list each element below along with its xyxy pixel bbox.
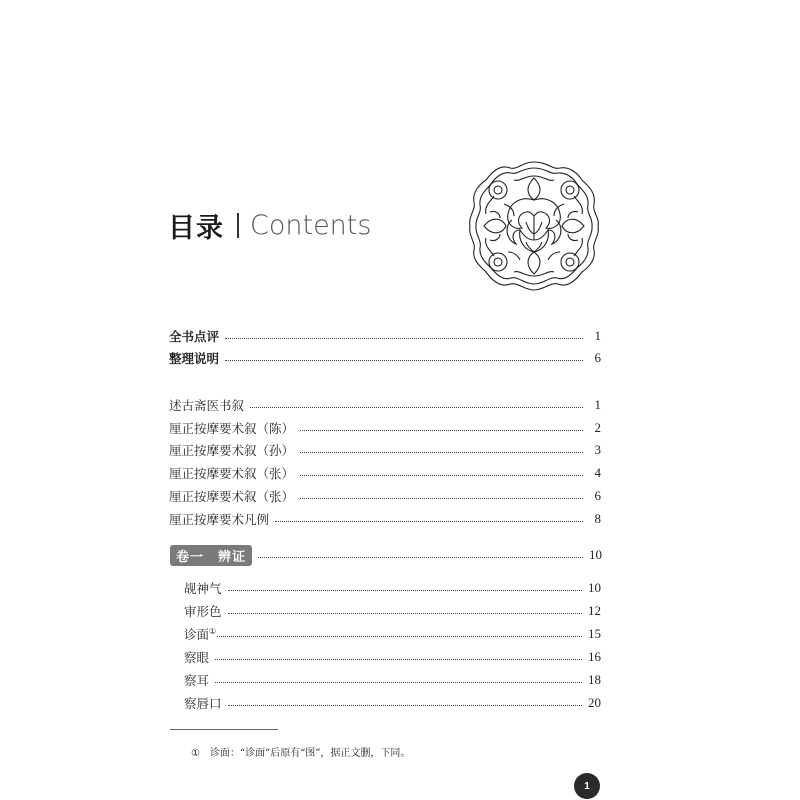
toc-entry-page: 1 (594, 397, 601, 412)
toc-entry-page: 18 (588, 672, 601, 687)
toc-entry-title: 厘正按摩要术叙（孙） (169, 443, 295, 458)
toc-entry-page: 3 (594, 442, 601, 457)
toc-entry-page: 8 (594, 511, 601, 526)
toc-entry-title: 厘正按摩要术叙（张） (169, 489, 295, 504)
toc-leader-dots (250, 407, 583, 408)
title-english: Contents (250, 210, 372, 241)
toc-entry-front-2[interactable] (169, 349, 601, 367)
title-divider (237, 213, 239, 238)
toc-entry-section-6[interactable] (184, 694, 601, 712)
toc-leader-dots (225, 360, 583, 361)
toc-entry-page: 20 (588, 695, 601, 710)
toc-entry-title: 察眼 (184, 650, 210, 665)
toc-leader-dots (300, 452, 583, 453)
toc-entry-section-4[interactable] (184, 648, 601, 666)
toc-entry-title: 审形色 (184, 604, 222, 619)
toc-entry-front-1[interactable] (169, 327, 601, 345)
toc-entry-preface-2[interactable] (169, 419, 601, 437)
toc-entry-preface-3[interactable] (169, 441, 601, 459)
page-number-badge: 1 (576, 775, 598, 797)
toc-entry-section-2[interactable] (184, 602, 601, 620)
toc-leader-dots (300, 475, 583, 476)
toc-entry-page: 12 (588, 603, 601, 618)
floral-medallion-icon (464, 156, 604, 296)
toc-entry-page: 1 (594, 328, 601, 343)
footnote-divider (170, 729, 278, 730)
toc-leader-dots (275, 521, 583, 522)
toc-leader-dots (228, 590, 582, 591)
toc-leader-dots (228, 613, 582, 614)
toc-leader-dots (300, 430, 583, 431)
toc-leader-dots (228, 705, 582, 706)
toc-entry-page: 6 (594, 488, 601, 503)
toc-leader-dots (300, 498, 583, 499)
footnote-number: ① (191, 748, 200, 759)
toc-entry-page: 10 (589, 547, 602, 562)
toc-entry-title-text: 诊面 (184, 627, 210, 642)
toc-entry-title: 厘正按摩要术凡例 (169, 512, 270, 527)
toc-entry-preface-1[interactable] (169, 396, 601, 414)
toc-entry-preface-4[interactable] (169, 464, 601, 482)
toc-entry-page: 4 (594, 465, 601, 480)
toc-entry-title: 全书点评 (169, 329, 220, 344)
toc-entry-section-5[interactable] (184, 671, 601, 689)
page-title (168, 206, 371, 245)
footnote-marker[interactable]: ① (209, 626, 217, 636)
toc-leader-dots (225, 338, 583, 339)
toc-entry-title: 察耳 (184, 673, 210, 688)
toc-entry-page: 16 (588, 649, 601, 664)
toc-entry-preface-6[interactable] (169, 510, 601, 528)
toc-entry-title: 厘正按摩要术叙（张） (169, 466, 295, 481)
toc-entry-title: 整理说明 (169, 351, 220, 366)
toc-entry-page: 10 (588, 580, 601, 595)
toc-leader-dots (215, 682, 582, 683)
volume-badge: 卷一 辨证 (170, 545, 252, 566)
toc-entry-title (184, 625, 216, 643)
title-chinese: 目录 (168, 213, 224, 244)
toc-entry-preface-5[interactable] (169, 487, 601, 505)
toc-entry-title: 述古斋医书叙 (169, 398, 245, 413)
toc-volume-heading[interactable] (170, 545, 602, 565)
toc-entry-page: 6 (594, 350, 601, 365)
toc-leader-dots (217, 636, 582, 637)
toc-leader-dots (215, 659, 582, 660)
toc-entry-title: 厘正按摩要术叙（陈） (169, 421, 295, 436)
toc-entry-section-1[interactable] (184, 579, 601, 597)
toc-entry-page: 15 (588, 626, 601, 641)
toc-entry-title: 察唇口 (184, 696, 222, 711)
toc-entry-title: 觇神气 (184, 581, 222, 596)
footnote (191, 744, 410, 759)
footnote-text: 诊面：“诊面”后原有“图”，据正文删，下同。 (209, 748, 411, 759)
toc-entry-section-3[interactable] (184, 625, 601, 643)
toc-leader-dots (258, 557, 583, 558)
toc-entry-page: 2 (594, 420, 601, 435)
